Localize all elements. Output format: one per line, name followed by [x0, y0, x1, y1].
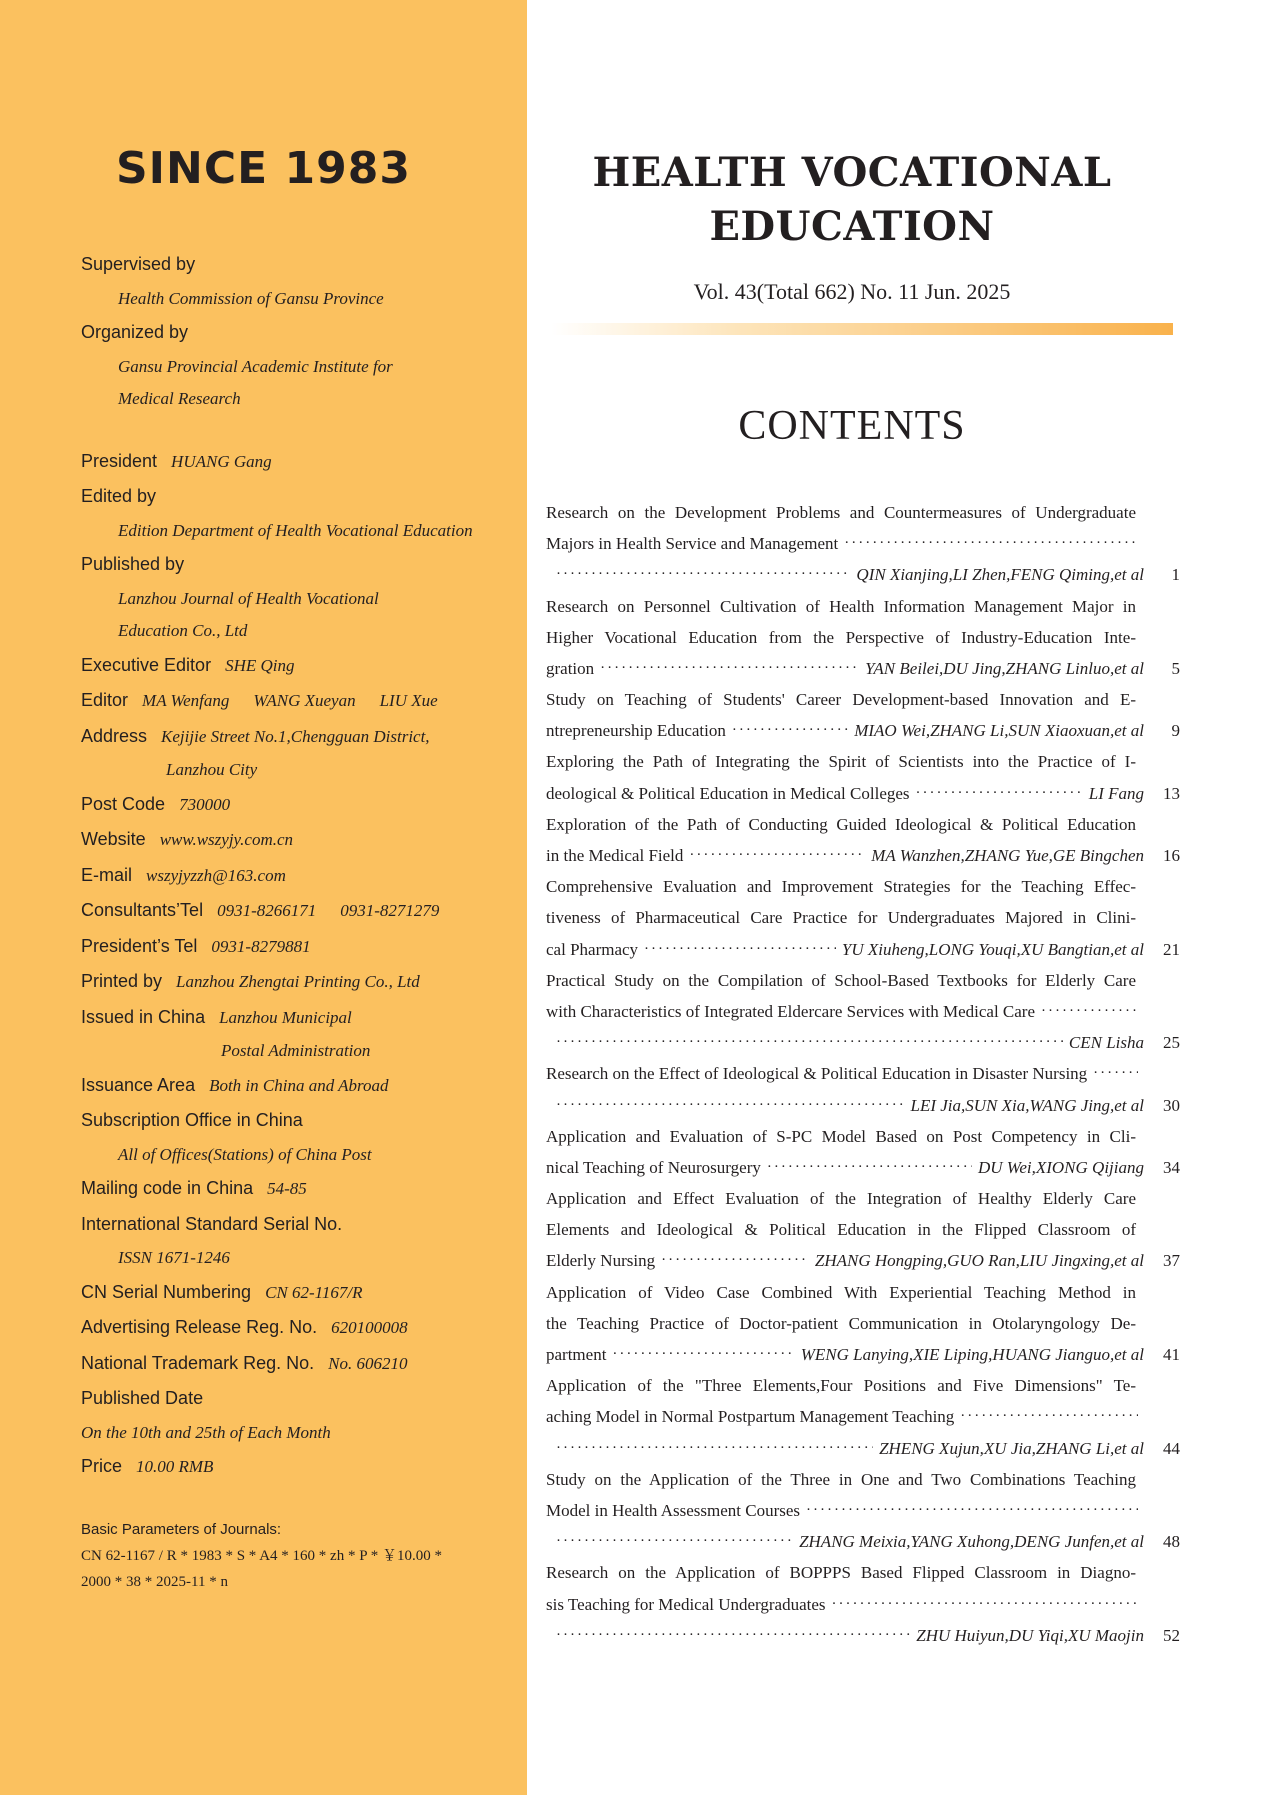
contents-heading: CONTENTS [738, 403, 966, 449]
toc-title-line [546, 1557, 1180, 1588]
issue-info: Vol. 43(Total 662) No. 11 Jun. 2025 [693, 279, 1011, 304]
edited-value: Edition Department of Health Vocational Education [118, 520, 473, 540]
toc-title-line [546, 622, 1180, 653]
toc-title-text: cal Pharmacy [546, 939, 639, 959]
postcode-label: Post Code [81, 793, 166, 814]
toc-title-text: Research on the Development Problems and Countermeasures of Undergraduate [546, 502, 1136, 522]
editor-row [81, 683, 521, 719]
toc-leader-dots [844, 528, 1138, 559]
printed-row [81, 964, 521, 1000]
editor-value-1: MA Wenfang [142, 691, 230, 710]
mailing-row [81, 1171, 521, 1207]
toc-title-line [546, 591, 1180, 622]
consultants-tel-label: Consultants’Tel [81, 900, 204, 920]
price-value: 10.00 RMB [136, 1457, 214, 1476]
toc-title-line [546, 996, 1180, 1027]
toc-leader-dots [767, 1152, 972, 1183]
toc-title-line [546, 778, 1180, 809]
masthead-panel [0, 0, 527, 1795]
toc-title-line [546, 1246, 1180, 1277]
toc-authors: CEN Lisha [1068, 1033, 1144, 1053]
toc-page-number: 13 [1163, 783, 1180, 803]
trademark-label: National Trademark Reg. No. [81, 1352, 315, 1373]
toc-leader-dots [732, 715, 848, 746]
toc-title-text: aching Model in Normal Postpartum Management Teaching [546, 1407, 955, 1427]
toc-leader-dots [1093, 1058, 1138, 1089]
toc-authors: ZHENG Xujun,XU Jia,ZHANG Li,et al [879, 1438, 1144, 1458]
toc-authors: QIN Xianjing,LI Zhen,FENG Qiming,et al [856, 565, 1144, 585]
table-of-contents [546, 497, 1180, 1651]
toc-title-text: Research on Personnel Cultivation of Health Information Management Major in [546, 596, 1136, 616]
cn-row [81, 1275, 521, 1311]
area-value: Both in China and Abroad [209, 1075, 389, 1095]
toc-title-text: ntrepreneurship Education [546, 721, 726, 741]
toc-title-text: Majors in Health Service and Management [546, 534, 839, 554]
gradient-rule [551, 323, 1173, 335]
exec-editor-value: SHE Qing [225, 655, 295, 675]
mailing-label: Mailing code in China [81, 1178, 254, 1198]
toc-title-text: Elderly Nursing [546, 1251, 656, 1271]
toc-title-text: Comprehensive Evaluation and Improvement Strategies for the Teaching Effec- [546, 877, 1136, 897]
price-row [81, 1449, 521, 1485]
issued-row [81, 1000, 521, 1036]
journal-title-line-2: EDUCATION [709, 203, 995, 250]
adv-label: Advertising Release Reg. No. [81, 1317, 318, 1337]
edited-label: Edited by [81, 486, 157, 506]
since-heading: SINCE 1983 [115, 143, 411, 194]
price-label: Price [81, 1456, 123, 1476]
exec-editor-row [81, 648, 521, 684]
toc-page-number: 25 [1163, 1033, 1180, 1053]
toc-author-line [546, 1620, 1180, 1651]
toc-page-number: 30 [1163, 1095, 1180, 1115]
toc-authors: LEI Jia,SUN Xia,WANG Jing,et al [910, 1095, 1144, 1115]
contents-panel [527, 0, 1280, 1795]
toc-title-text: Exploration of the Path of Conducting Guided Ideological & Political Education [546, 814, 1136, 834]
consultants-tel-row [81, 893, 521, 929]
toc-leader-dots [644, 934, 836, 965]
printed-label: Printed by [81, 971, 163, 991]
toc-title-line [546, 1121, 1180, 1152]
toc-leader-dots [1041, 996, 1138, 1027]
issn-value: ISSN 1671-1246 [118, 1248, 230, 1267]
toc-authors: ZHANG Hongping,GUO Ran,LIU Jingxing,et al [814, 1251, 1144, 1271]
pubdate-value: On the 10th and 25th of Each Month [81, 1422, 331, 1442]
toc-author-line [546, 559, 1180, 590]
toc-page-number: 16 [1163, 846, 1180, 866]
toc-page-number: 5 [1171, 658, 1180, 678]
printed-value: Lanzhou Zhengtai Printing Co., Ltd [176, 972, 420, 991]
journal-title [527, 146, 1177, 254]
toc-title-line [546, 871, 1180, 902]
toc-leader-dots [600, 653, 859, 684]
toc-title-line [546, 1308, 1180, 1339]
toc-author-line [546, 1526, 1180, 1557]
president-value: HUANG Gang [171, 451, 272, 471]
toc-page-number: 48 [1163, 1532, 1180, 1552]
toc-leader-dots [556, 1027, 1063, 1058]
toc-authors: LI Fang [1088, 783, 1144, 803]
president-tel-row [81, 929, 521, 965]
toc-title-text: Exploring the Path of Integrating the Spirit of Scientists into the Practice of I- [546, 752, 1136, 772]
toc-author-line [546, 1090, 1180, 1121]
toc-title-line [546, 1589, 1180, 1620]
adv-value: 620100008 [331, 1318, 408, 1337]
toc-authors: DU Wei,XIONG Qijiang [977, 1157, 1144, 1177]
president-tel-value: 0931-8279881 [211, 936, 311, 956]
toc-title-line [546, 684, 1180, 715]
area-label: Issuance Area [81, 1074, 196, 1095]
organized-value-1: Gansu Provincial Academic Institute for [118, 356, 393, 376]
params-line-1: CN 62-1167 / R * 1983 * S * A4 * 160 * zh * P * ￥10.00 * [81, 1547, 442, 1564]
toc-title-text: with Characteristics of Integrated Eldercare Services with Medical Care [546, 1001, 1036, 1021]
toc-leader-dots [612, 1339, 794, 1370]
president-label: President [81, 450, 158, 471]
toc-title-line [546, 1370, 1180, 1401]
toc-title-text: Application and Effect Evaluation of the Integration of Healthy Elderly Care [546, 1189, 1136, 1209]
toc-page-number: 41 [1163, 1345, 1180, 1365]
masthead-info [81, 247, 521, 1595]
toc-page-number: 21 [1163, 939, 1180, 959]
toc-authors: YU Xiuheng,LONG Youqi,XU Bangtian,et al [841, 939, 1144, 959]
editor-label: Editor [81, 690, 129, 710]
toc-title-text: Application and Evaluation of S-PC Model Based on Post Competency in Cli- [546, 1126, 1136, 1146]
toc-title-line [546, 1058, 1180, 1089]
toc-title-line [546, 809, 1180, 840]
toc-title-line [546, 747, 1180, 778]
published-value-2: Education Co., Ltd [118, 621, 248, 640]
cn-value: CN 62-1167/R [265, 1282, 363, 1302]
toc-title-line [546, 934, 1180, 965]
cn-label: CN Serial Numbering [81, 1281, 252, 1302]
adv-row [81, 1310, 521, 1346]
toc-authors: YAN Beilei,DU Jing,ZHANG Linluo,et al [865, 658, 1144, 678]
toc-title-text: tiveness of Pharmaceutical Care Practice for Undergraduates Majored in Clini- [546, 908, 1136, 928]
toc-leader-dots [556, 1433, 873, 1464]
exec-editor-label: Executive Editor [81, 654, 212, 675]
email-label: E-mail [81, 864, 133, 885]
organized-label: Organized by [81, 322, 189, 342]
consultants-tel-2: 0931-8271279 [340, 901, 440, 920]
toc-page-number: 1 [1171, 565, 1180, 585]
issued-value-1: Lanzhou Municipal [219, 1007, 352, 1027]
toc-title-line [546, 965, 1180, 996]
website-value: www.wszyjy.com.cn [159, 830, 294, 849]
toc-page-number: 52 [1163, 1625, 1180, 1645]
toc-title-text: Study on the Application of the Three in One and Two Combinations Teaching [546, 1469, 1136, 1489]
toc-title-line [546, 1183, 1180, 1214]
address-row [81, 719, 521, 755]
toc-authors: WENG Lanying,XIE Liping,HUANG Jianguo,et al [800, 1345, 1144, 1365]
toc-title-text: in the Medical Field [546, 846, 684, 866]
toc-page-number: 37 [1163, 1251, 1180, 1271]
organized-value-2: Medical Research [118, 389, 241, 408]
toc-title-line [546, 497, 1180, 528]
toc-title-text: nical Teaching of Neurosurgery [546, 1157, 761, 1177]
issued-value-2: Postal Administration [221, 1041, 371, 1060]
toc-title-line [546, 1339, 1180, 1370]
toc-title-line [546, 528, 1180, 559]
toc-author-line [546, 1027, 1180, 1058]
address-value-1: Kejijie Street No.1,Chengguan District, [161, 726, 430, 746]
toc-leader-dots [556, 559, 850, 590]
toc-page-number: 9 [1171, 721, 1180, 741]
toc-title-line [546, 1495, 1180, 1526]
toc-title-text: Application of the "Three Elements,Four Positions and Five Dimensions" Te- [546, 1376, 1136, 1396]
toc-title-text: Research on the Application of BOPPPS Based Flipped Classroom in Diagno- [546, 1563, 1136, 1583]
president-tel-label: President’s Tel [81, 935, 198, 956]
toc-leader-dots [661, 1245, 809, 1276]
toc-title-text: Practical Study on the Compilation of School-Based Textbooks for Elderly Care [546, 970, 1136, 990]
toc-authors: MA Wanzhen,ZHANG Yue,GE Bingchen [871, 846, 1144, 866]
journal-title-line-1: HEALTH VOCATIONAL [592, 149, 1112, 196]
toc-leader-dots [556, 1090, 905, 1121]
published-value-1: Lanzhou Journal of Health Vocational [118, 588, 379, 608]
toc-title-text: deological & Political Education in Medical Colleges [546, 783, 910, 803]
toc-title-line [546, 715, 1180, 746]
toc-title-text: gration [546, 658, 595, 678]
toc-page-number: 44 [1163, 1438, 1180, 1458]
address-value-2: Lanzhou City [166, 760, 258, 779]
toc-title-text: partment [546, 1345, 607, 1365]
trademark-value: No. 606210 [328, 1353, 408, 1373]
toc-title-line [546, 1464, 1180, 1495]
toc-title-text: Elements and Ideological & Political Education in the Flipped Classroom of [546, 1220, 1136, 1240]
toc-title-text: the Teaching Practice of Doctor-patient Communication in Otolaryngology De- [546, 1313, 1136, 1333]
editor-value-2: WANG Xueyan [253, 691, 356, 710]
subscription-value: All of Offices(Stations) of China Post [118, 1144, 372, 1164]
toc-title-line [546, 902, 1180, 933]
toc-authors: ZHANG Meixia,YANG Xuhong,DENG Junfen,et al [799, 1532, 1144, 1552]
toc-leader-dots [556, 1620, 910, 1651]
website-label: Website [81, 829, 146, 849]
published-label: Published by [81, 554, 185, 574]
toc-leader-dots [806, 1495, 1138, 1526]
toc-leader-dots [960, 1401, 1138, 1432]
editor-value-3: LIU Xue [379, 691, 438, 710]
toc-title-text: Study on Teaching of Students' Career Development-based Innovation and E- [546, 690, 1136, 710]
toc-title-text: Higher Vocational Education from the Perspective of Industry-Education Inte- [546, 627, 1136, 647]
postcode-row [81, 787, 521, 823]
toc-title-line [546, 840, 1180, 871]
email-row [81, 858, 521, 894]
area-row [81, 1068, 521, 1104]
toc-leader-dots [689, 840, 865, 871]
supervised-value: Health Commission of Gansu Province [118, 288, 384, 308]
supervised-label: Supervised by [81, 254, 196, 274]
toc-title-line [546, 1277, 1180, 1308]
toc-title-text: sis Teaching for Medical Undergraduates [546, 1594, 826, 1614]
params-line-2: 2000 * 38 * 2025-11 * n [81, 1573, 228, 1590]
toc-title-text: Model in Health Assessment Courses [546, 1500, 801, 1520]
toc-author-line [546, 1433, 1180, 1464]
mailing-value: 54-85 [267, 1179, 307, 1198]
pubdate-label: Published Date [81, 1388, 204, 1408]
postcode-value: 730000 [179, 794, 231, 814]
president-row [81, 444, 521, 480]
toc-title-text: Research on the Effect of Ideological & Political Education in Disaster Nursing [546, 1064, 1088, 1084]
toc-leader-dots [832, 1589, 1138, 1620]
toc-leader-dots [556, 1526, 793, 1557]
toc-page-number: 34 [1163, 1157, 1180, 1177]
toc-leader-dots [916, 778, 1083, 809]
website-row [81, 822, 521, 858]
consultants-tel-1: 0931-8266171 [217, 901, 317, 920]
toc-title-line [546, 1152, 1180, 1183]
toc-title-line [546, 653, 1180, 684]
trademark-row [81, 1346, 521, 1382]
issued-label: Issued in China [81, 1006, 206, 1027]
toc-title-text: Application of Video Case Combined With Experiential Teaching Method in [546, 1282, 1136, 1302]
email-value: wszyjyzzh@163.com [146, 865, 286, 885]
toc-authors: ZHU Huiyun,DU Yiqi,XU Maojin [916, 1625, 1144, 1645]
toc-title-line [546, 1214, 1180, 1245]
params-label: Basic Parameters of Journals: [81, 1520, 282, 1538]
issn-label: International Standard Serial No. [81, 1213, 343, 1234]
address-label: Address [81, 725, 148, 746]
subscription-label: Subscription Office in China [81, 1110, 303, 1130]
toc-authors: MIAO Wei,ZHANG Li,SUN Xiaoxuan,et al [854, 721, 1144, 741]
toc-title-line [546, 1401, 1180, 1432]
